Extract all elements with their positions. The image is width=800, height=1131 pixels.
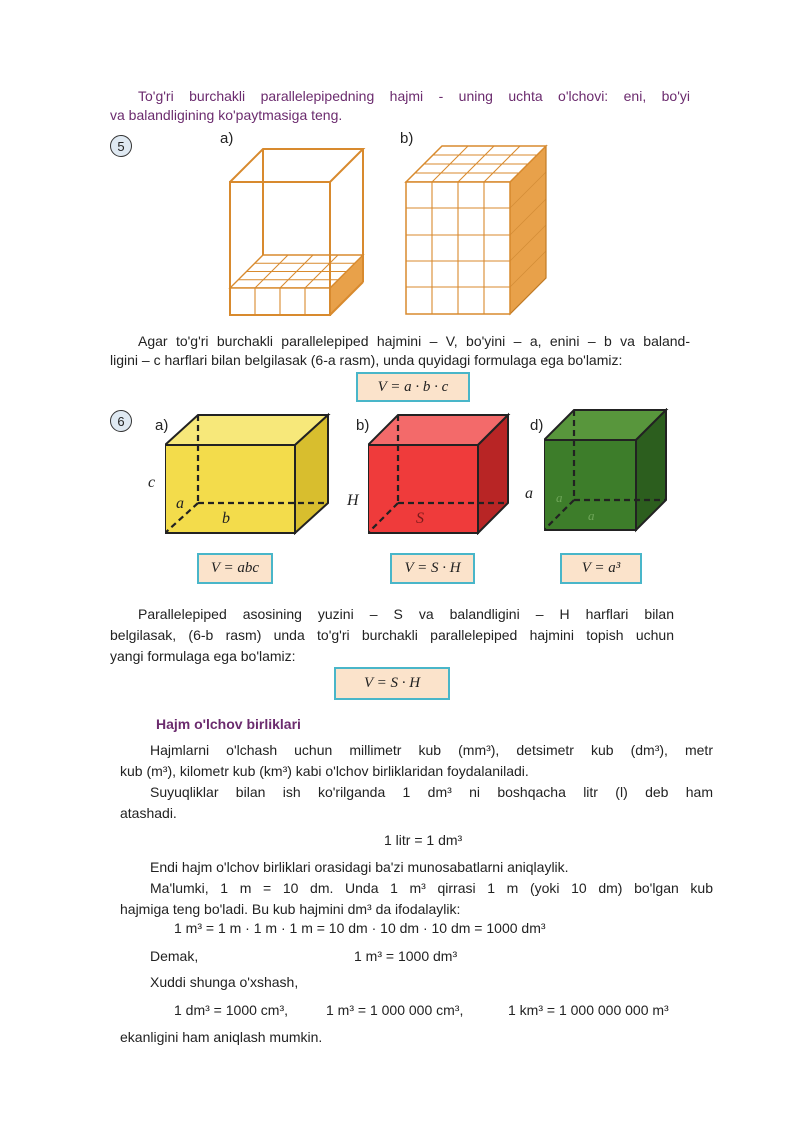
equation-km: 1 km³ = 1 000 000 000 m³ xyxy=(508,1002,669,1018)
para3-line-2: belgilasak, (6-b rasm) unda to'g'ri burchakli parallelepiped hajmini topish uchun xyxy=(110,627,674,643)
section-heading: Hajm o'lchov birliklari xyxy=(156,716,301,732)
intro-line-2: va balandligining ko'paytmasiga teng. xyxy=(110,107,343,123)
para3-line-3: yangi formulaga ega bo'lamiz: xyxy=(110,648,296,664)
final-line: ekanligini ham aniqlash mumkin. xyxy=(120,1029,323,1045)
yellow-edge-a: a xyxy=(176,495,184,512)
equation-dm: 1 dm³ = 1000 cm³, xyxy=(174,1002,288,1018)
green-edge-a-side: a xyxy=(525,485,533,502)
section-p4-line-1: Ma'lumki, 1 m = 10 dm. Unda 1 m³ qirrasi 1 m (yoki 10 dm) bo'lgan kub xyxy=(150,880,713,896)
yellow-edge-c: c xyxy=(148,474,156,491)
section-p3: Endi hajm o'lchov birliklari orasidagi ba'zi munosabatlarni aniqlaylik. xyxy=(150,859,569,875)
figure-6b-label: b) xyxy=(356,417,370,434)
formula-6d: V = a³ xyxy=(560,553,642,584)
figure-5-badge: 5 xyxy=(110,135,132,157)
equation-litr: 1 litr = 1 dm³ xyxy=(384,832,463,848)
para3-line-1: Parallelepiped asosining yuzini – S va balandligini – H harflari bilan xyxy=(138,606,674,622)
red-height-H: H xyxy=(347,492,359,509)
figure-6-badge: 6 xyxy=(110,410,132,432)
yellow-edge-b: b xyxy=(222,510,230,527)
figure-6a-label: a) xyxy=(155,417,169,434)
figure-5a-label: a) xyxy=(220,130,234,147)
section-p2-line-1: Suyuqliklar bilan ish ko'rilganda 1 dm³ ni boshqacha litr (l) deb ham xyxy=(150,784,713,800)
demak-label: Demak, xyxy=(150,948,199,964)
figure-6d-green-cube xyxy=(544,408,669,533)
xuddi-label: Xuddi shunga o'xshash, xyxy=(150,974,299,990)
figure-5a-wireframe-box xyxy=(220,130,380,320)
formula-volume-abc: V = a · b · c xyxy=(356,372,470,402)
section-p1-line-2: kub (m³), kilometr kub (km³) kabi o'lchov birliklaridan foydalaniladi. xyxy=(120,763,529,779)
formula-6a: V = abc xyxy=(197,553,273,584)
red-base-S: S xyxy=(416,510,424,527)
figure-6b-red-box xyxy=(368,410,513,535)
section-p4-line-2: hajmiga teng bo'ladi. Bu kub hajmini dm³ da ifodalaylik: xyxy=(120,901,461,917)
equation-m: 1 m³ = 1 000 000 cm³, xyxy=(326,1002,464,1018)
green-edge-a-front: a xyxy=(556,490,563,505)
formula-volume-SH: V = S · H xyxy=(334,667,450,700)
section-p1-line-1: Hajmlarni o'lchash uchun millimetr kub (mm³), detsimetr kub (dm³), metr xyxy=(150,742,713,758)
formula-6b: V = S · H xyxy=(390,553,475,584)
para2-line-2: ligini – c harflari bilan belgilasak (6-a rasm), unda quyidagi formulaga ega bo'lamiz: xyxy=(110,352,623,368)
figure-5b-label: b) xyxy=(400,130,414,147)
intro-line-1: To'g'ri burchakli parallelepipedning hajmi - uning uchta o'lchovi: eni, bo'yi xyxy=(138,88,690,104)
figure-6a-yellow-box xyxy=(165,410,335,535)
green-edge-a-base: a xyxy=(588,508,595,523)
figure-6d-label: d) xyxy=(530,417,544,434)
section-p2-line-2: atashadi. xyxy=(120,805,177,821)
figure-5b-cube-box xyxy=(400,130,560,320)
para2-line-1: Agar to'g'ri burchakli parallelepiped hajmini – V, bo'yini – a, enini – b va baland- xyxy=(138,333,690,349)
equation-long: 1 m³ = 1 m · 1 m · 1 m = 10 dm · 10 dm · 10 dm = 1000 dm³ xyxy=(174,920,546,936)
demak-equation: 1 m³ = 1000 dm³ xyxy=(354,948,458,964)
